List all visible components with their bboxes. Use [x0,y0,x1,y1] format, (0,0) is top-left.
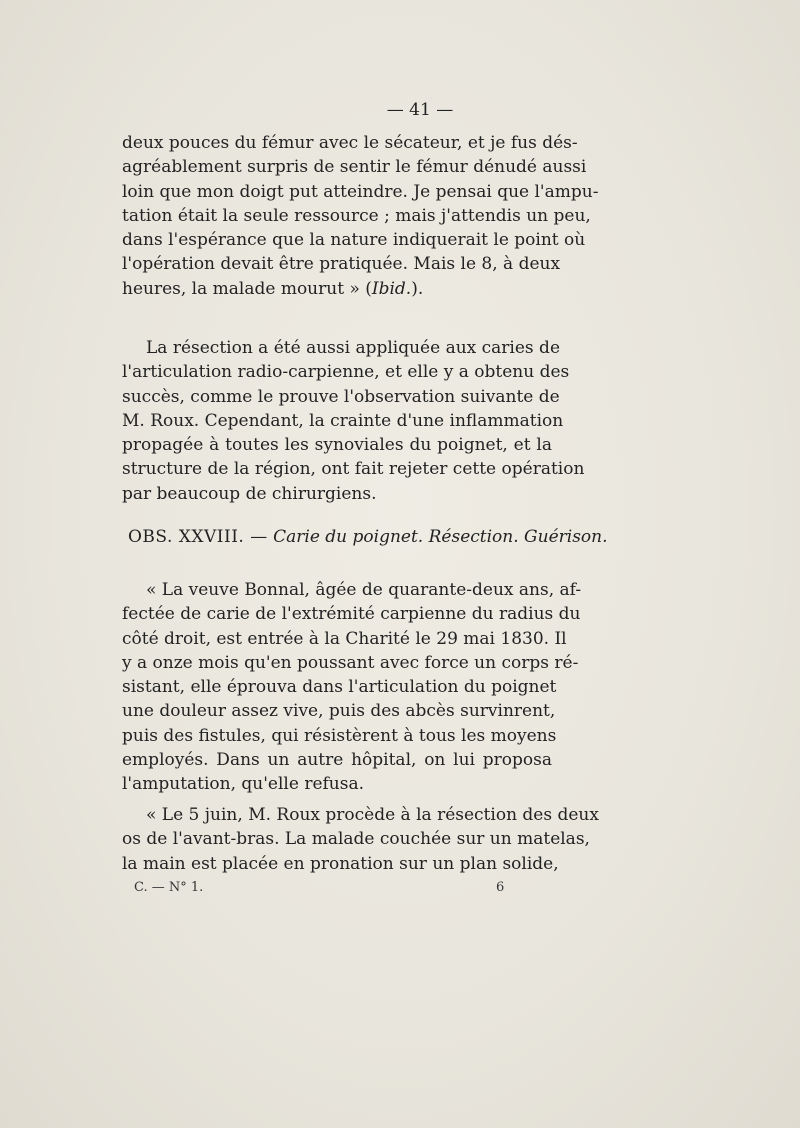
text-line: l'articulation radio-carpienne, et elle y a obtenu des [122,362,570,383]
text-line: M. Roux. Cependant, la crainte d'une inflammation [122,410,564,431]
text-line: par beaucoup de chirurgiens. [122,483,377,504]
text-line: employés. Dans un autre hôpital, on lui proposa [122,750,552,771]
text-line: l'amputation, qu'elle refusa. [122,774,365,795]
text-line: os de l'avant-bras. La malade couchée sur un matelas, [122,829,590,850]
observation-title: Carie du poignet. Résection. Guérison. [273,527,608,547]
signature-mark: C. — N° 1. [134,880,204,895]
text-line: « Le 5 juin, M. Roux procède à la résection des deux [146,805,599,825]
text-line: l'opération devait être pratiquée. Mais le 8, à deux [122,254,561,275]
text-line [122,277,552,301]
text-fragment: ). [411,278,424,299]
text-fragment: heures, la malade mourut » ( [122,278,372,299]
text-line: côté droit, est entrée à la Charité le 29 mai 1830. Il [122,628,567,649]
text-line: puis des fistules, qui résistèrent à tous les moyens [122,725,557,746]
text-line: agréablement surpris de sentir le fémur dénudé aussi [122,157,587,178]
text-line: propagée à toutes les synoviales du poignet, et la [122,435,552,456]
text-line: y a onze mois qu'en poussant avec force un corps ré- [122,652,579,673]
text-line: structure de la région, ont fait rejeter cette opération [122,459,585,480]
page-number: — 41 — [386,100,454,120]
citation-ref: Ibid. [371,278,412,299]
text-line: loin que mon doigt put atteindre. Je pensai que l'ampu- [122,181,599,202]
text-line: La résection a été aussi appliquée aux caries de [146,338,561,358]
sheet-number: 6 [496,880,505,895]
text-line: dans l'espérance que la nature indiquerait le point où [122,230,586,251]
text-line: sistant, elle éprouva dans l'articulation du poignet [122,677,557,698]
observation-heading [128,527,608,547]
text-line: tation était la seule ressource ; mais j'attendis un peu, [122,205,591,226]
paragraph-continuation [122,131,599,301]
text-line: « La veuve Bonnal, âgée de quarante-deux ans, af- [146,580,582,600]
text-line: fectée de carie de l'extrémité carpienne du radius du [122,604,581,625]
text-line: la main est placée en pronation sur un plan solide, [122,853,559,874]
text-line: succès, comme le prouve l'observation suivante de [122,386,560,407]
paragraph-resection [122,336,585,506]
text-line: deux pouces du fémur avec le sécateur, et je fus dés- [122,133,578,153]
text-line: une douleur assez vive, puis des abcès survinrent, [122,701,556,722]
paragraph-case [122,578,582,797]
observation-number: OBS. XXVIII. — [128,527,268,547]
paragraph-operation [122,803,599,876]
